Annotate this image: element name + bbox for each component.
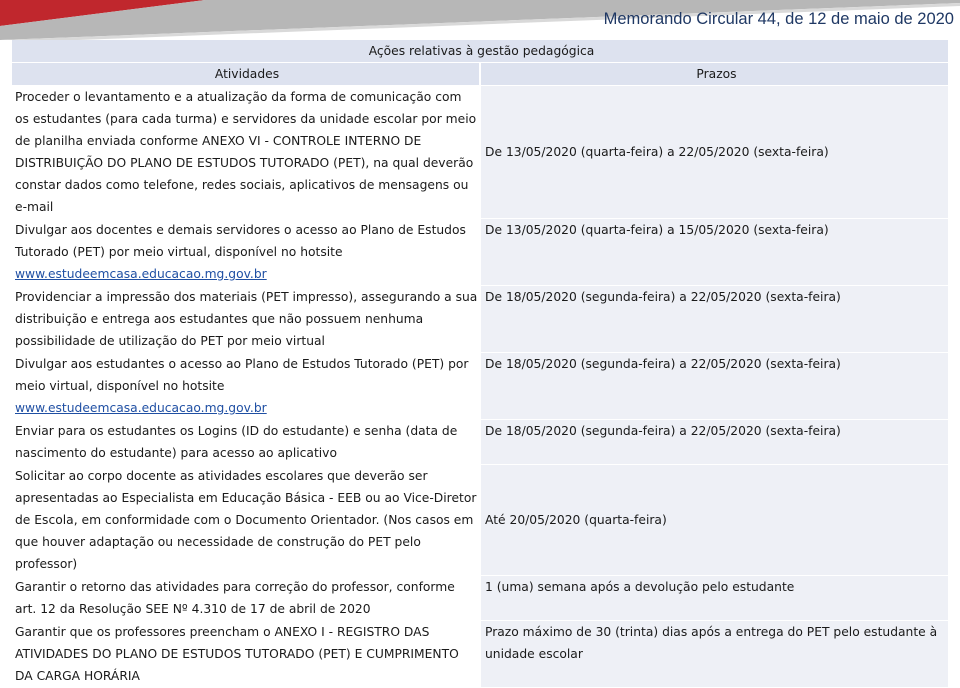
activity-cell: [12, 353, 480, 420]
column-header-deadlines: Prazos: [480, 63, 948, 86]
deadline-cell: De 18/05/2020 (segunda-feira) a 22/05/2020 (sexta-feira): [480, 353, 948, 420]
activity-text: Divulgar aos docentes e demais servidores o acesso ao Plano de Estudos Tutorado (PET) por meio virtual, disponível no hotsite: [15, 223, 466, 259]
table-row: [12, 420, 948, 465]
table-row: [12, 219, 948, 286]
activity-cell: Enviar para os estudantes os Logins (ID do estudante) e senha (data de nascimento do estudante) para acesso ao aplicativo: [12, 420, 480, 465]
activity-cell: Proceder o levantamento e a atualização da forma de comunicação com os estudantes (para cada turma) e servidores da unidade escolar por meio de planilha enviada conforme ANEXO VI - CONTROLE INTERNO DE DISTRIBUIÇÃO DO PLANO DE ESTUDOS TUTORADO (PET), na qual deverão constar dados como telefone, redes sociais, aplicativos de mensagens ou e-mail: [12, 86, 480, 219]
column-header-activities: Atividades: [12, 63, 480, 86]
deadline-cell: De 18/05/2020 (segunda-feira) a 22/05/2020 (sexta-feira): [480, 420, 948, 465]
activity-cell: Solicitar ao corpo docente as atividades escolares que deverão ser apresentadas ao Especialista em Educação Básica - EEB ou ao Vice-Diretor de Escola, em conformidade com o Documento Orientador. (Nos casos em que houver adaptação ou necessidade de construção do PET pelo professor): [12, 465, 480, 576]
table-row: [12, 465, 948, 576]
activity-cell: [12, 219, 480, 286]
activity-cell: Garantir o retorno das atividades para correção do professor, conforme art. 12 da Resolução SEE Nº 4.310 de 17 de abril de 2020: [12, 576, 480, 621]
table-row: [12, 621, 948, 688]
deadline-cell: 1 (uma) semana após a devolução pelo estudante: [480, 576, 948, 621]
table-section-row: [12, 40, 948, 63]
deadline-cell: De 18/05/2020 (segunda-feira) a 22/05/2020 (sexta-feira): [480, 286, 948, 353]
deadline-cell: Prazo máximo de 30 (trinta) dias após a entrega do PET pelo estudante à unidade escolar: [480, 621, 948, 688]
activities-table: [12, 40, 948, 688]
activity-text: Divulgar aos estudantes o acesso ao Plano de Estudos Tutorado (PET) por meio virtual, disponível no hotsite: [15, 357, 469, 393]
table-row: [12, 286, 948, 353]
deadline-cell: De 13/05/2020 (quarta-feira) a 22/05/2020 (sexta-feira): [480, 86, 948, 219]
hotsite-link[interactable]: www.estudeemcasa.educacao.mg.gov.br: [15, 267, 267, 281]
table-header-row: [12, 63, 948, 86]
hotsite-link[interactable]: www.estudeemcasa.educacao.mg.gov.br: [15, 401, 267, 415]
section-title: Ações relativas à gestão pedagógica: [12, 40, 948, 63]
memo-title: Memorando Circular 44, de 12 de maio de 2020: [603, 10, 954, 28]
deadline-cell: De 13/05/2020 (quarta-feira) a 15/05/2020 (sexta-feira): [480, 219, 948, 286]
table-row: [12, 576, 948, 621]
table-row: [12, 353, 948, 420]
deadline-cell: Até 20/05/2020 (quarta-feira): [480, 465, 948, 576]
activity-cell: Providenciar a impressão dos materiais (PET impresso), assegurando a sua distribuição e entrega aos estudantes que não possuem nenhuma possibilidade de utilização do PET por meio virtual: [12, 286, 480, 353]
table-row: [12, 86, 948, 219]
activity-cell: Garantir que os professores preencham o ANEXO I - REGISTRO DAS ATIVIDADES DO PLANO DE ESTUDOS TUTORADO (PET) E CUMPRIMENTO DA CARGA HORÁRIA: [12, 621, 480, 688]
